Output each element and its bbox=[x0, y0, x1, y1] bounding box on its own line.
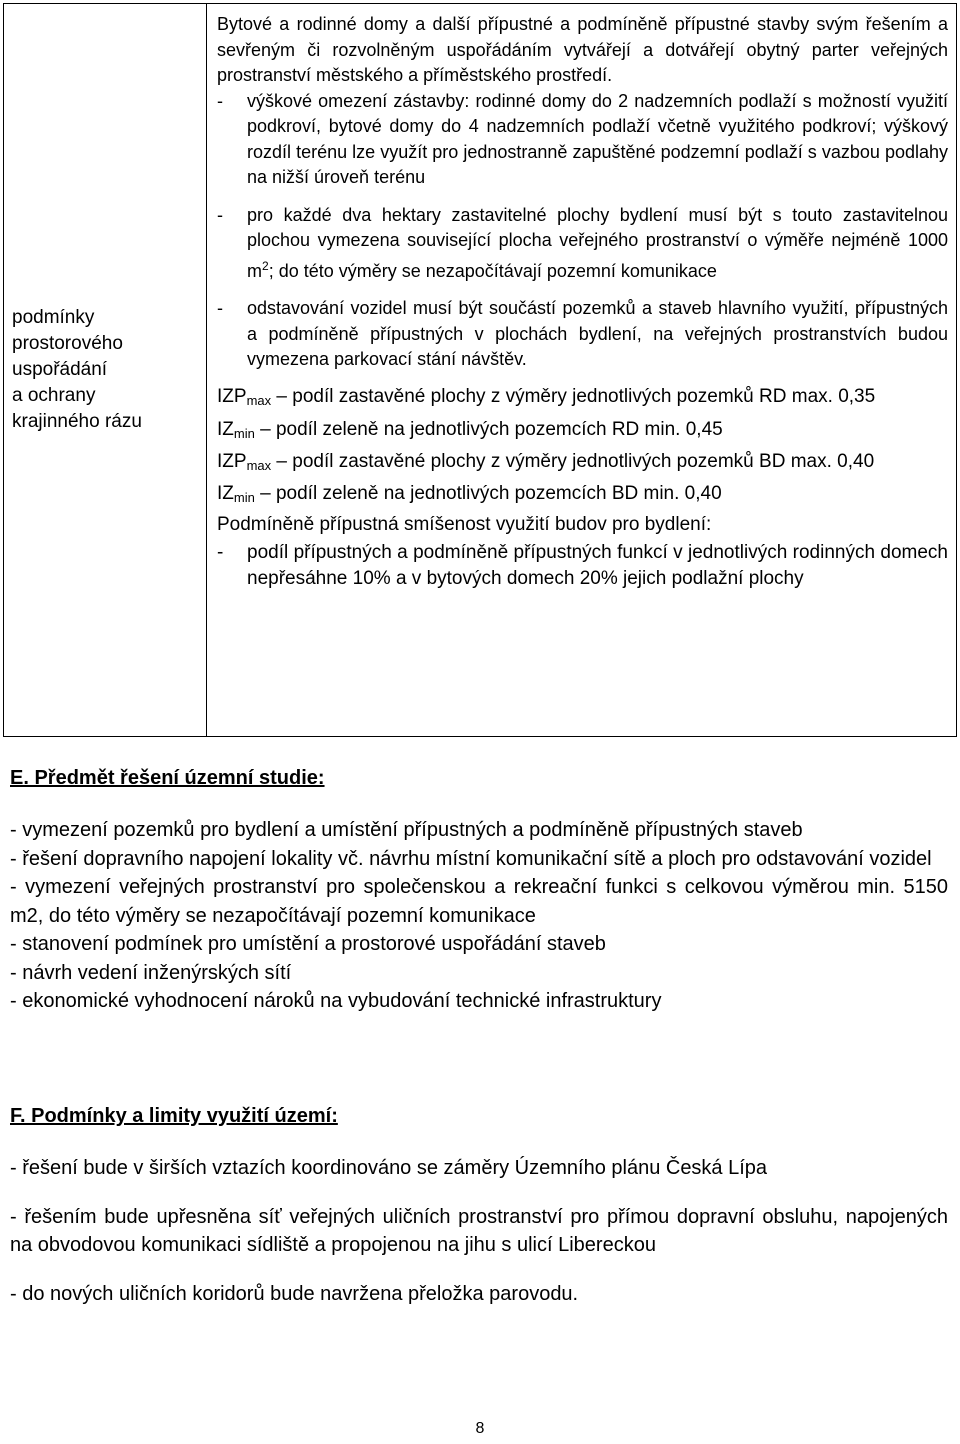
condition-list bbox=[217, 203, 948, 285]
list-item: - pro každé dva hektary zastavitelné plochy bydlení musí být s touto zastavitelnou plochou vymezena související plocha veřejného prostranství o výměře nejméně 1000 $m^2$; do této výměry se nezapočítávají pozemní komunikace bbox=[217, 203, 948, 285]
list-item: - podíl přípustných a podmíněně přípustných funkcí v jednotlivých rodinných domech nepřesáhne 10% a v bytových domech 20% jejich podlažní plochy bbox=[217, 540, 948, 592]
content-cell bbox=[207, 4, 957, 737]
label-line: krajinného rázu bbox=[12, 411, 142, 432]
section-e-body bbox=[10, 816, 948, 1016]
text-line: - stanovení podmínek pro umístění a prostorové uspořádání staveb bbox=[10, 933, 606, 955]
section-e-heading: E. Předmět řešení územní studie: bbox=[10, 767, 325, 789]
text-line: - řešení dopravního napojení lokality vč. návrhu místní komunikační sítě a ploch pro odstavování vozidel bbox=[10, 847, 932, 870]
label-cell bbox=[4, 4, 207, 737]
intro-paragraph: Bytové a rodinné domy a další přípustné a podmíněně přípustné stavby svým řešením a sevřeným či rozvolněným uspořádáním vytvářejí a dotvářejí obytný parter veřejných prostranství městského a příměstského prostředí. bbox=[217, 14, 948, 85]
condition-list bbox=[217, 89, 948, 191]
text-line: - návrh vedení inženýrských sítí bbox=[10, 961, 292, 984]
section-f-heading: F. Podmínky a limity využití území: bbox=[10, 1105, 338, 1127]
text-paragraph: - řešením bude upřesněna síť veřejných uličních prostranství pro přímou dopravní obsluhu, napojených na obvodovou komunikaci sídliště a propojenou na jihu s ulicí Libereckou bbox=[10, 1205, 948, 1256]
metrics-block bbox=[217, 383, 948, 510]
text-paragraph: - řešení bude v širších vztazích koordinováno se záměry Územního plánu Česká Lípa bbox=[10, 1157, 768, 1179]
row-label bbox=[4, 305, 206, 435]
text-line: - vymezení pozemků pro bydlení a umístění přípustných a podmíněně přípustných staveb bbox=[10, 819, 803, 841]
label-line: uspořádání bbox=[12, 359, 108, 380]
mixed-use-list bbox=[217, 540, 948, 592]
list-item: - odstavování vozidel musí být součástí pozemků a staveb hlavního využití, přípustných a podmíněně přípustných v plochách bydlení, na veřejných prostranstvích budou vymezena parkovací stání návštěv. bbox=[217, 296, 948, 373]
metric-row: $IZP_{max}$ – podíl zastavěné plochy z výměry jednotlivých pozemků RD max. 0,35 bbox=[217, 385, 876, 408]
section-f-body bbox=[10, 1154, 948, 1308]
label-line: a ochrany bbox=[12, 385, 96, 406]
text-line: - vymezení veřejných prostranství pro společenskou a rekreační funkci s celkovou výměrou min. 5150 m2, do této výměry se nezapočítávají pozemní komunikace bbox=[10, 876, 948, 927]
metric-row: $IZ_{min}$ – podíl zeleně na jednotlivých pozemcích RD min. 0,45 bbox=[217, 418, 723, 441]
text-line: - ekonomické vyhodnocení nároků na vybudování technické infrastruktury bbox=[10, 990, 662, 1012]
condition-list bbox=[217, 296, 948, 373]
metric-row: $IZP_{max}$ – podíl zastavěné plochy z výměry jednotlivých pozemků BD max. 0,40 bbox=[217, 450, 875, 473]
list-item: - výškové omezení zástavby: rodinné domy do 2 nadzemních podlaží s možností využití podkroví, bytové domy do 4 nadzemních podlaží včetně využitého podkroví; výškový rozdíl terénu lze využít pro jednostranně zapuštěné podzemní podlaží s vazbou podlahy na nižší úroveň terénu bbox=[217, 89, 948, 191]
label-line: podmínky bbox=[12, 307, 95, 328]
conditions-table bbox=[3, 3, 957, 737]
label-line: prostorového bbox=[12, 333, 123, 354]
mixed-use-title: Podmíněně přípustná smíšenost využití budov pro bydlení: bbox=[217, 513, 712, 535]
page-number: 8 bbox=[475, 1420, 485, 1437]
text-paragraph: - do nových uličních koridorů bude navržena přeložka parovodu. bbox=[10, 1282, 579, 1305]
metric-row: $IZ_{min}$ – podíl zeleně na jednotlivých pozemcích BD min. 0,40 bbox=[217, 482, 722, 505]
